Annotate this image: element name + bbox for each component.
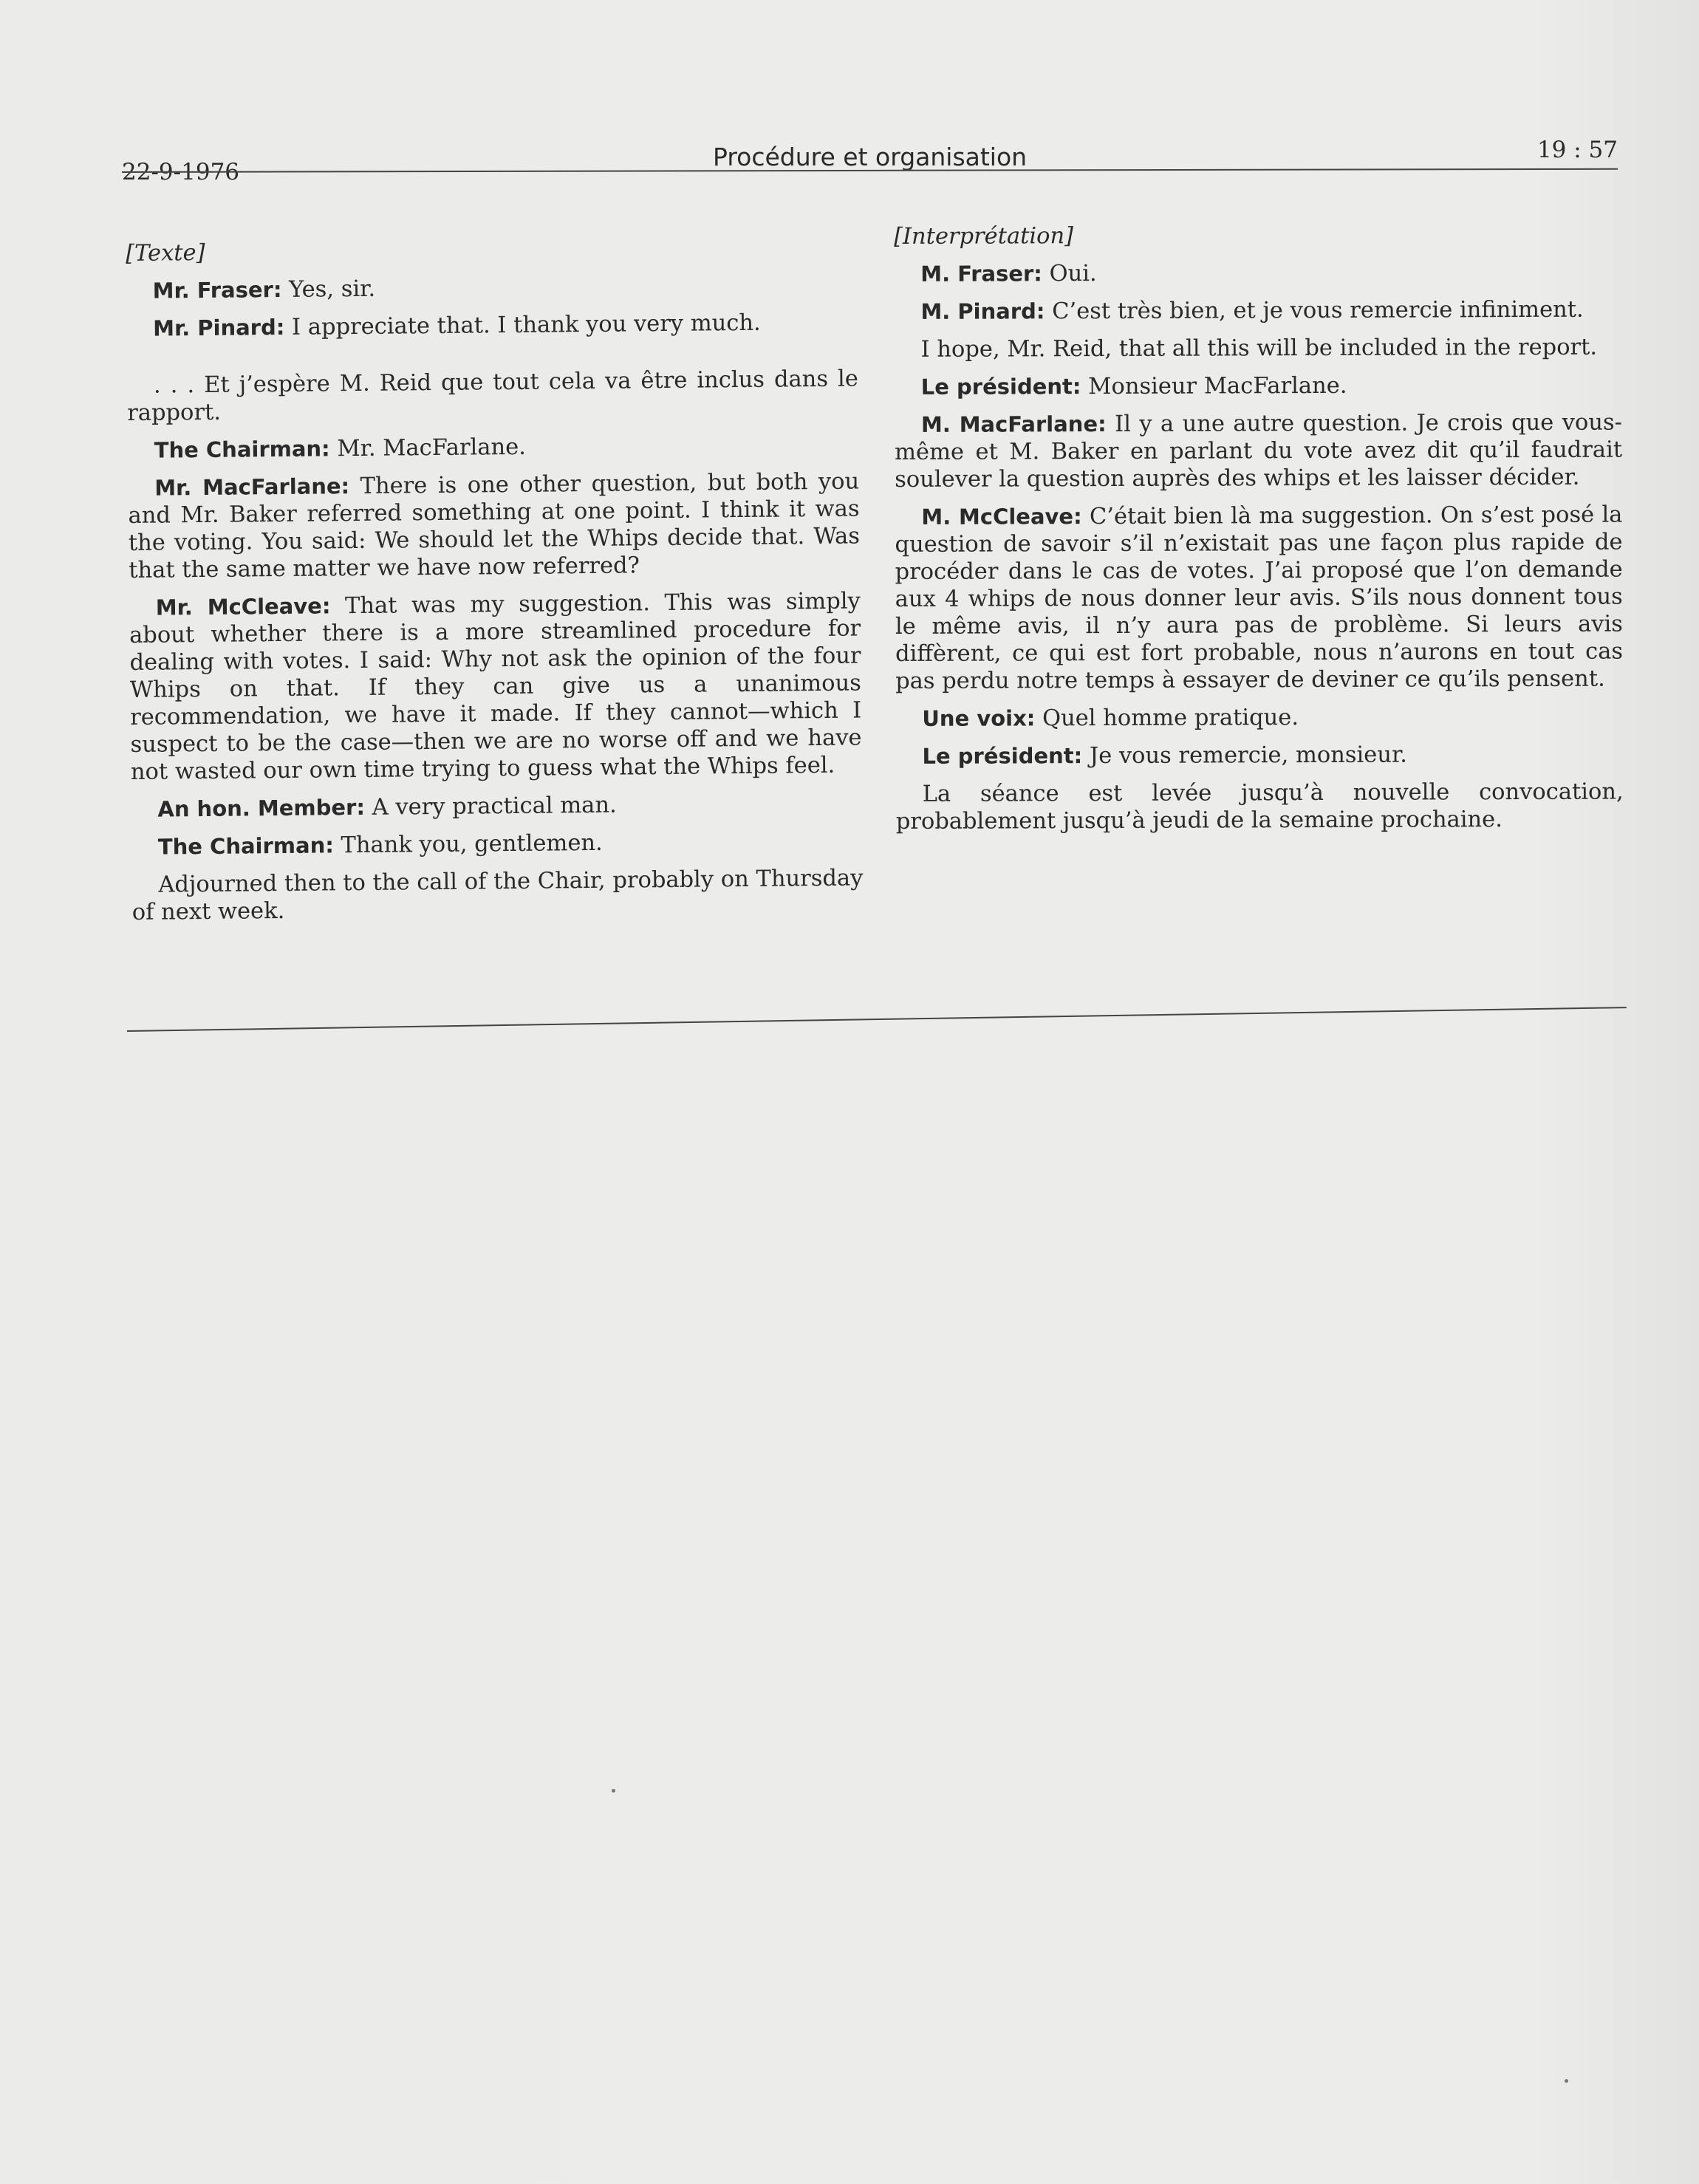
speaker-name: Le président: bbox=[920, 374, 1081, 400]
paragraph bbox=[896, 778, 1624, 835]
section-tag: [Interprétation] bbox=[894, 223, 1074, 250]
speaker-name: Le président: bbox=[922, 743, 1083, 769]
french-column bbox=[894, 221, 1624, 846]
speech-text: Oui. bbox=[1042, 261, 1097, 287]
speech-text: I hope, Mr. Reid, that all this will be included in the report. bbox=[920, 334, 1598, 363]
paragraph bbox=[126, 270, 857, 305]
paper-speck bbox=[612, 1789, 615, 1793]
paragraph bbox=[128, 468, 860, 583]
speech-text: Monsieur MacFarlane. bbox=[1081, 372, 1347, 400]
speech-text: I appreciate that. I thank you very much. bbox=[284, 309, 761, 340]
speech-text: Je vous remercie, monsieur. bbox=[1082, 742, 1407, 770]
paragraph bbox=[894, 259, 1621, 288]
speaker-name: Une voix: bbox=[922, 705, 1036, 731]
paragraph bbox=[895, 703, 1623, 733]
paragraph bbox=[131, 826, 863, 861]
speech-text: There is one other question, but both you and Mr. Baker referred something at one point. I think it was the voting. You said: We should let the Whips decide that. Was that the same matter we have now referred? bbox=[128, 468, 861, 583]
speech-text: C’était bien là ma suggestion. On s’est posé la question de savoir s’il n’existait pas une façon plus rapide de procéder dans le cas de votes. J’ai proposé que l’on demande aux 4 whips de nous donner leur avis. S’ils nous donnent tous le même avis, il n’y aura pas de problème. Si leurs avis diffèrent, ce qui est fort probable, nous n’aurons en tout cas pas perdu notre temps à essayer de deviner ce qu’ils pensent. bbox=[895, 502, 1624, 694]
header-page-number: 19 : 57 bbox=[1536, 137, 1618, 163]
speech-text: Il y a une autre question. Je crois que vous-même et M. Baker en parlant du vote avez dit qu’il faudrait soulever la question auprès des whips et les laisser décider. bbox=[895, 409, 1623, 493]
speech-text: La séance est levée jusqu’à nouvelle convocation, probablement jusqu’à jeudi de la semaine prochaine. bbox=[895, 778, 1624, 835]
speech-text: Mr. MacFarlane. bbox=[329, 434, 527, 462]
paragraph bbox=[894, 296, 1621, 326]
paragraph bbox=[129, 587, 862, 785]
speech-text: Yes, sir. bbox=[281, 275, 376, 303]
speaker-name: Mr. McCleave: bbox=[155, 593, 331, 620]
speaker-name: Mr. Pinard: bbox=[152, 314, 285, 341]
paragraph bbox=[895, 372, 1622, 401]
english-column bbox=[126, 233, 864, 936]
speech-text: Quel homme pratique. bbox=[1035, 705, 1299, 732]
speaker-name: Mr. Fraser: bbox=[152, 276, 282, 304]
speech-text: C’est très bien, et je vous remercie infiniment. bbox=[1045, 296, 1584, 325]
speaker-name: M. MacFarlane: bbox=[920, 411, 1107, 437]
speaker-name: The Chairman: bbox=[154, 436, 330, 463]
speaker-name: M. Fraser: bbox=[920, 261, 1042, 287]
speaker-name: The Chairman: bbox=[157, 832, 335, 860]
paragraph bbox=[895, 334, 1622, 363]
paragraph bbox=[127, 365, 859, 426]
speech-text: . . . Et j’espère M. Reid que tout cela va être inclus dans le rapport. bbox=[127, 366, 859, 426]
paragraph bbox=[131, 789, 862, 824]
speech-text: Adjourned then to the call of the Chair, probably on Thursday of next week. bbox=[131, 865, 864, 925]
paragraph bbox=[895, 409, 1622, 493]
paragraph bbox=[128, 430, 859, 465]
speaker-name: M. Pinard: bbox=[920, 298, 1045, 324]
section-tag: [Texte] bbox=[126, 239, 205, 267]
paragraph bbox=[895, 741, 1623, 770]
speaker-name: M. McCleave: bbox=[921, 504, 1082, 530]
paragraph bbox=[131, 864, 864, 925]
header-title: Procédure et organisation bbox=[713, 143, 1028, 171]
speech-text: A very practical man. bbox=[364, 792, 617, 821]
paper-speck bbox=[1565, 2079, 1568, 2083]
speech-text: Thank you, gentlemen. bbox=[333, 829, 603, 859]
paragraph bbox=[895, 502, 1623, 695]
header-date: 22-9-1976 bbox=[122, 159, 240, 185]
closing-rule bbox=[127, 1007, 1627, 1032]
speaker-name: An hon. Member: bbox=[157, 794, 366, 822]
speaker-name: Mr. MacFarlane: bbox=[154, 473, 350, 501]
page-header bbox=[122, 137, 1618, 185]
speech-text: That was my suggestion. This was simply about whether there is a more streamlined procedure for dealing with votes. I said: Why not ask the opinion of the four Whips on that. If they can give us a unanimous recommendation, we have it made. If they cannot—which I suspect to be the case—then we are no worse off and we have not wasted our own time trying to guess what the Whips feel. bbox=[129, 588, 862, 785]
paragraph bbox=[126, 308, 858, 343]
